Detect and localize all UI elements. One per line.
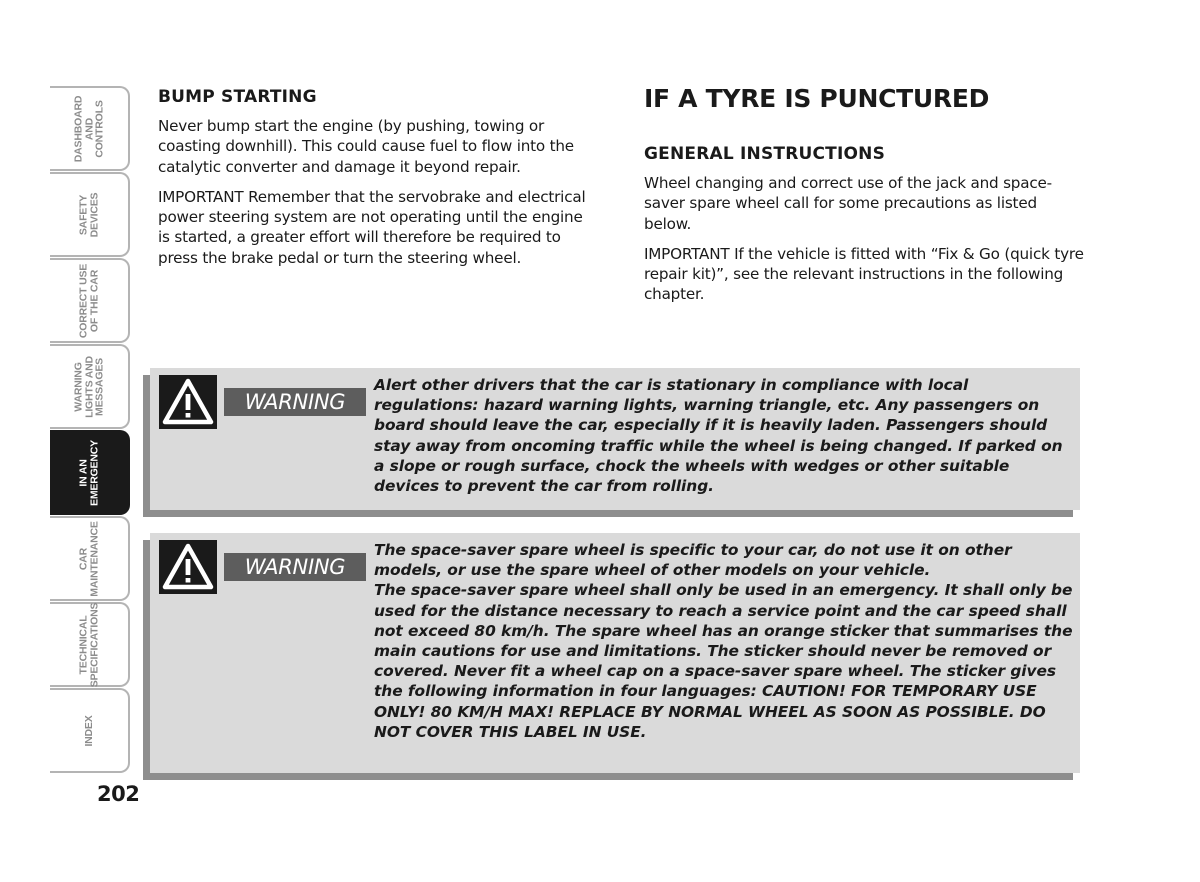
paragraph: Wheel changing and correct use of the jack and space-saver spare wheel call for some precautions as listed below. [644,174,1052,233]
tab-index[interactable] [50,688,130,773]
warning-label: WARNING [224,388,366,416]
tab-dashboard-and-controls[interactable] [50,86,130,171]
paragraph: Never bump start the engine (by pushing, towing or coasting downhill). This could cause fuel to flow into the catalytic converter and damage it beyond repair. [158,117,574,176]
section-heading: GENERAL INSTRUCTIONS [644,144,886,164]
warning-box [150,533,1080,773]
warning-triangle-icon [159,375,217,429]
section-heading: BUMP STARTING [158,87,317,107]
page-title: IF A TYRE IS PUNCTURED [644,84,990,113]
warning-text: Alert other drivers that the car is stationary in compliance with local regulations: hazard warning lights, warning triangle, etc. Any passengers on board should leave the car, especially if it is heavily laden. Passengers should stay away from oncoming traffic while the wheel is being changed. If parked on a slope or rough surface, chock the wheels with wedges or other suitable devices to prevent the car from rolling. [374,376,1063,496]
tab-label: CORRECT USE OF THE CAR [77,263,100,338]
page-number: 202 [97,782,140,806]
tab-label: CAR MAINTENANCE [77,520,100,597]
tab-label: INDEX [82,714,95,747]
tab-label: TECHNICAL SPECIFICATIONS [77,602,100,687]
tab-technical-specifications[interactable] [50,602,130,687]
tab-safety-devices[interactable] [50,172,130,257]
sticker-text: CAUTION! FOR TEMPORARY USE ONLY! 80 KM/H MAX! REPLACE BY NORMAL WHEEL AS SOON AS POSSIBLE. DO NOT COVER THIS LABEL IN USE. [374,682,1046,741]
warning-body: The space-saver spare wheel is specific to your car, do not use it on other models, or use the spare wheel of other models on your vehicle. The space-saver spare wheel shall only be used in an emergency. It shall only be used for the distance necessary to reach a service point and the car speed shall not exceed 80 km/h. The spare wheel has an orange sticker that summarises the main cautions for use and limitations. The sticker should never be removed or covered. Never fit a wheel cap on a space-saver spare wheel. The sticker gives the following information in four languages: [374,541,1073,701]
tab-correct-use-of-the-car[interactable] [50,258,130,343]
tyre-punctured-section [644,84,1084,315]
tab-in-an-emergency[interactable] [50,430,130,515]
warning-label: WARNING [224,553,366,581]
warning-box [150,368,1080,510]
tab-car-maintenance[interactable] [50,516,130,601]
tab-warning-lights-and-messages[interactable] [50,344,130,429]
tab-label: WARNING LIGHTS AND MESSAGES [72,355,106,418]
bump-starting-section [158,87,598,278]
warning-triangle-icon [159,540,217,594]
paragraph: IMPORTANT Remember that the servobrake and electrical power steering system are not operating until the engine is started, a greater effort will therefore be required to press the brake pedal or turn the steering wheel. [158,187,586,267]
chapter-tabs [50,86,132,774]
tab-label: DASHBOARD AND CONTROLS [72,95,106,162]
tab-label: SAFETY DEVICES [77,192,100,237]
tab-label: IN AN EMERGENCY [77,439,100,506]
paragraph: IMPORTANT If the vehicle is fitted with “Fix & Go (quick tyre repair kit)”, see the relevant instructions in the following chapter. [644,244,1084,304]
warning-text [374,540,1074,742]
